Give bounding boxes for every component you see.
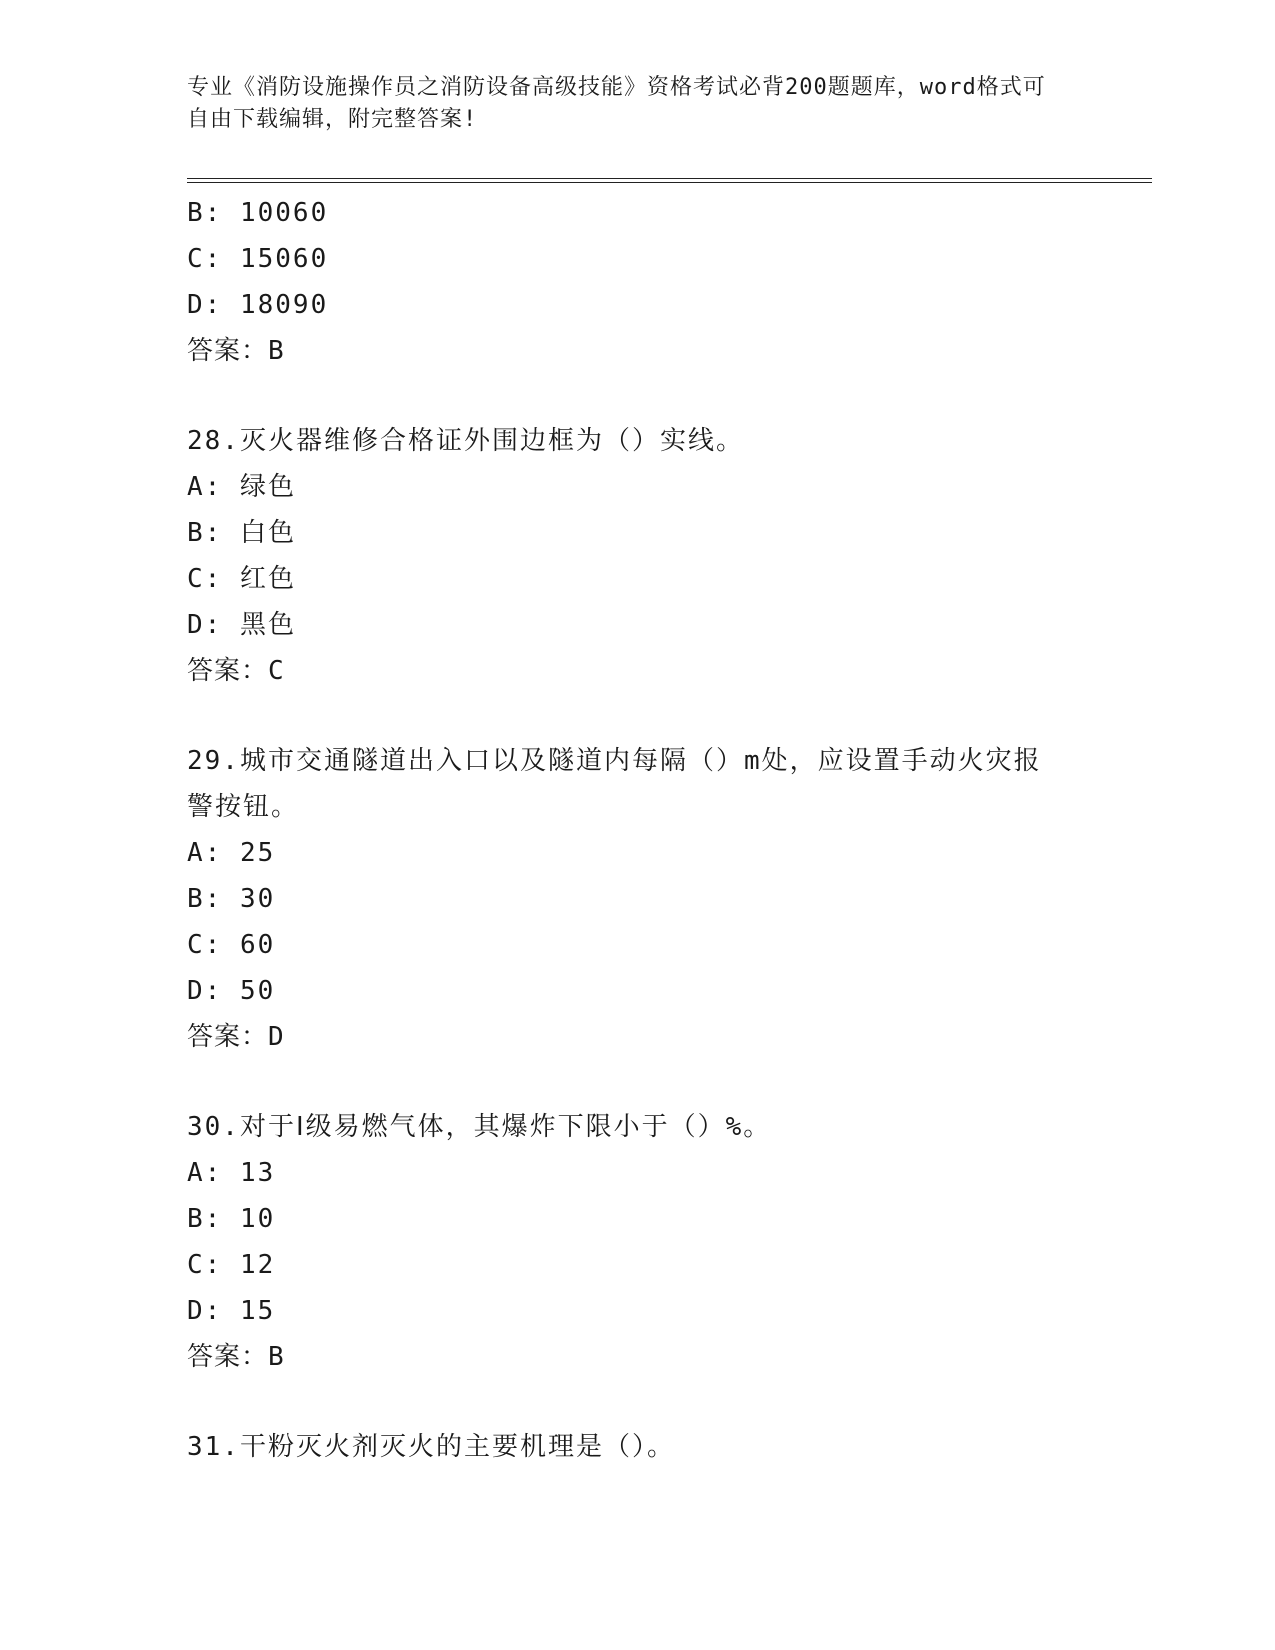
- question-text: 30.对于Ⅰ级易燃气体，其爆炸下限小于（）%。: [187, 1112, 772, 1142]
- answer-line: 答案：B: [187, 336, 285, 366]
- spacer: [187, 374, 1087, 418]
- question-block-29: [187, 738, 1087, 1060]
- spacer: [187, 1060, 1087, 1104]
- header-rule-top: [187, 178, 1152, 179]
- option-b: B: 30: [187, 884, 276, 914]
- question-text: 29.城市交通隧道出入口以及隧道内每隔（）m处，应设置手动火灾报警按钮。: [187, 746, 1042, 822]
- spacer: [187, 1380, 1087, 1424]
- answer-line: 答案：B: [187, 1342, 285, 1372]
- spacer: [187, 694, 1087, 738]
- option-c: C: 12: [187, 1250, 276, 1280]
- question-block-28: [187, 418, 1087, 694]
- option-c: C: 15060: [187, 244, 329, 274]
- option-c: C: 60: [187, 930, 276, 960]
- option-d: D: 18090: [187, 290, 329, 320]
- question-block-31: [187, 1424, 1087, 1470]
- question-block-30: [187, 1104, 1087, 1380]
- document-header: 专业《消防设施操作员之消防设备高级技能》资格考试必背200题题库，word格式可自由下载编辑，附完整答案!: [187, 75, 1046, 132]
- option-d: D: 黑色: [187, 610, 296, 640]
- answer-line: 答案：C: [187, 656, 285, 686]
- question-block-27: [187, 190, 1087, 374]
- question-text: 28.灭火器维修合格证外围边框为（）实线。: [187, 426, 744, 456]
- option-a: A: 绿色: [187, 472, 296, 502]
- question-text: 31.干粉灭火剂灭火的主要机理是（）。: [187, 1432, 675, 1462]
- answer-line: 答案：D: [187, 1022, 285, 1052]
- option-b: B: 10: [187, 1204, 276, 1234]
- option-a: A: 13: [187, 1158, 276, 1188]
- question-list: [187, 190, 1087, 1470]
- option-b: B: 白色: [187, 518, 296, 548]
- option-c: C: 红色: [187, 564, 296, 594]
- option-d: D: 15: [187, 1296, 276, 1326]
- option-d: D: 50: [187, 976, 276, 1006]
- header-rule-bottom: [187, 182, 1152, 183]
- option-a: A: 25: [187, 838, 276, 868]
- option-b: B: 10060: [187, 198, 329, 228]
